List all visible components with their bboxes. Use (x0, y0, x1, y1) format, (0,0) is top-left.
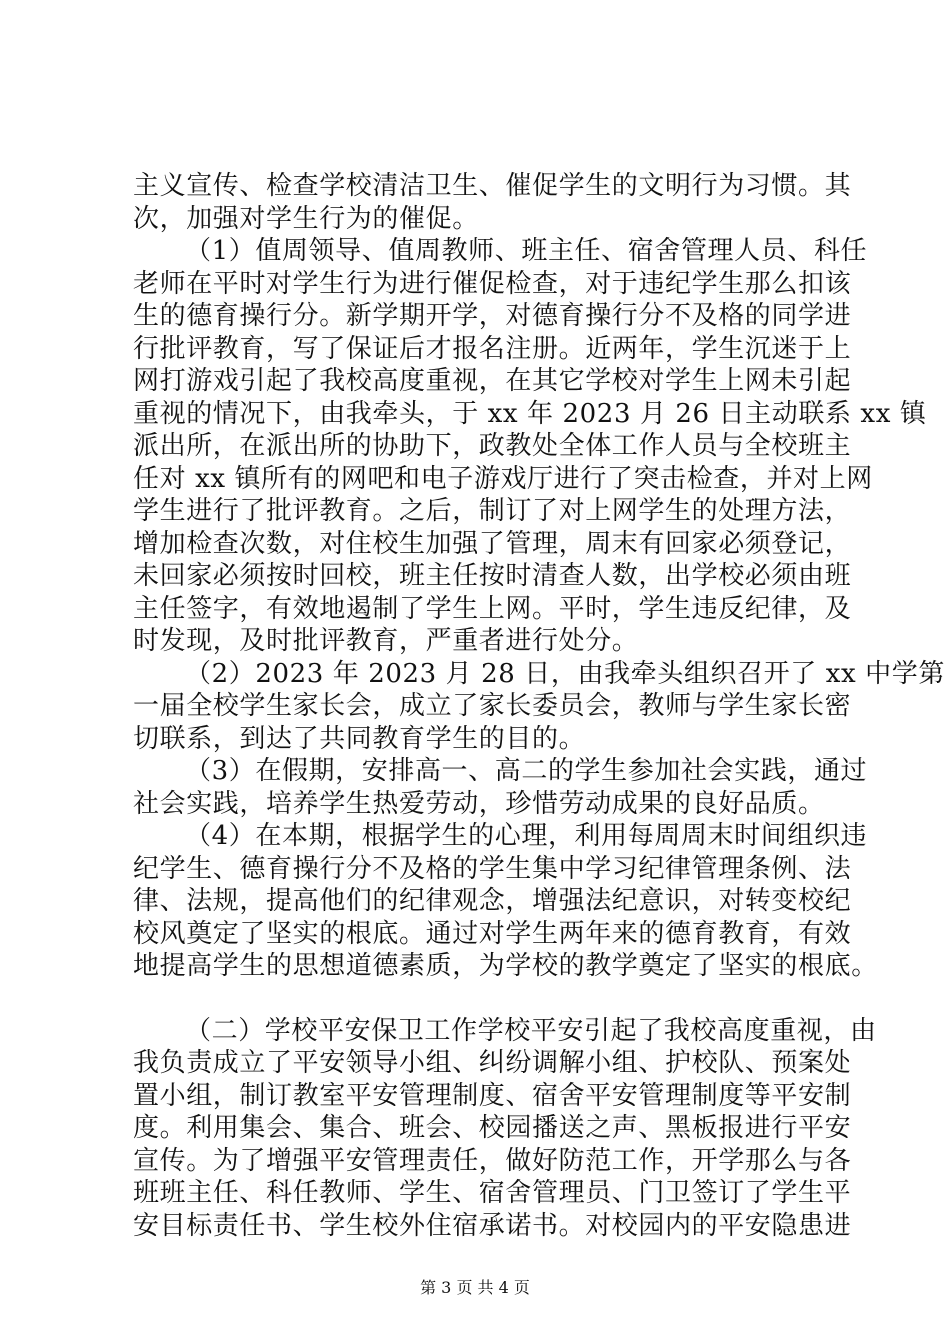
text-line: 安目标责任书、学生校外住宿承诺书。对校园内的平安隐患进 (133, 1210, 852, 1241)
text-line: 老师在平时对学生行为进行催促检查，对于违纪学生那么扣该 (133, 268, 852, 299)
text-line: 纪学生、德育操行分不及格的学生集中学习纪律管理条例、法 (133, 853, 852, 884)
text-line: 主义宣传、检查学校清洁卫生、催促学生的文明行为习惯。其 (133, 171, 852, 201)
text-line: 切联系，到达了共同教育学生的目的。 (133, 723, 586, 754)
text-line: 宣传。为了增强平安管理责任，做好防范工作，开学那么与各 (133, 1145, 852, 1176)
document-body (133, 170, 945, 1242)
text-line: 社会实践，培养学生热爱劳动，珍惜劳动成果的良好品质。 (133, 788, 825, 819)
text-line: 校风奠定了坚实的根底。通过对学生两年来的德育教育，有效 (133, 918, 852, 949)
text-line: 重视的情况下，由我牵头，于 xx 年 2023 月 26 日主动联系 xx 镇 (133, 398, 927, 429)
paragraph-start-line: （1）值周领导、值周教师、班主任、宿舍管理人员、科任 (185, 236, 868, 266)
text-line: 派出所，在派出所的协助下，政教处全体工作人员与全校班主 (133, 431, 852, 461)
text-line: 班班主任、科任教师、学生、宿舍管理员、门卫签订了学生平 (133, 1178, 852, 1208)
paragraph-start-line: （二）学校平安保卫工作学校平安引起了我校高度重视，由 (185, 1015, 877, 1046)
text-line: 次，加强对学生行为的催促。 (133, 203, 479, 234)
text-line: 一届全校学生家长会，成立了家长委员会，教师与学生家长密 (133, 691, 852, 721)
text-line: 行批评教育，写了保证后才报名注册。近两年，学生沉迷于上 (133, 333, 852, 364)
text-line: 主任签字，有效地遏制了学生上网。平时，学生违反纪律，及 (133, 593, 852, 624)
paragraph-start-line: （3）在假期，安排高一、高二的学生参加社会实践，通过 (185, 756, 868, 786)
text-line: 网打游戏引起了我校高度重视，在其它学校对学生上网未引起 (133, 366, 852, 396)
text-line: 置小组，制订教室平安管理制度、宿舍平安管理制度等平安制 (133, 1080, 852, 1111)
text-line: 度。利用集会、集合、班会、校园播送之声、黑板报进行平安 (133, 1113, 852, 1143)
paragraph-gap (133, 983, 833, 1015)
paragraph-start-line: （2）2023 年 2023 月 28 日，由我牵头组织召开了 xx 中学第 (185, 658, 945, 689)
text-line: 增加检查次数，对住校生加强了管理，周末有回家必须登记， (133, 528, 852, 559)
page-footer: 第 3 页 共 4 页 (420, 1278, 530, 1297)
text-line: 我负责成立了平安领导小组、纠纷调解小组、护校队、预案处 (133, 1048, 852, 1078)
text-line: 时发现，及时批评教育，严重者进行处分。 (133, 626, 639, 656)
text-line: 未回家必须按时回校，班主任按时清查人数，出学校必须由班 (133, 561, 852, 591)
text-line: 律、法规，提高他们的纪律观念，增强法纪意识，对转变校纪 (133, 886, 852, 916)
text-line: 学生进行了批评教育。之后，制订了对上网学生的处理方法， (133, 496, 852, 526)
text-line: 地提高学生的思想道德素质，为学校的教学奠定了坚实的根底。 (133, 951, 878, 981)
text-line: 任对 xx 镇所有的网吧和电子游戏厅进行了突击检查，并对上网 (133, 463, 873, 494)
paragraph-start-line: （4）在本期，根据学生的心理，利用每周周末时间组织违 (185, 821, 868, 851)
text-line: 生的德育操行分。新学期开学，对德育操行分不及格的同学进 (133, 301, 852, 331)
